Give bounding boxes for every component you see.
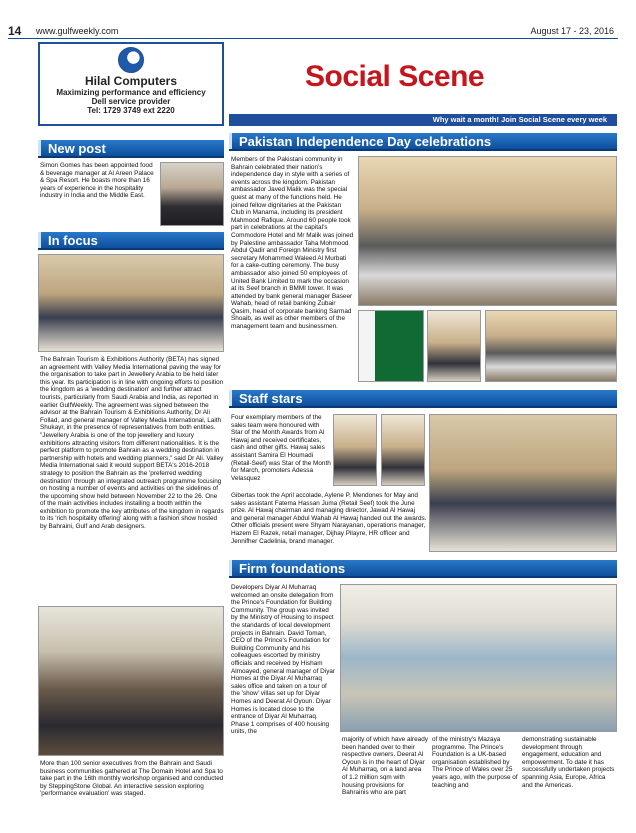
in-focus-photo <box>38 254 224 352</box>
ad-tagline-2: Dell service provider <box>91 97 171 106</box>
new-post-heading: New post <box>38 140 224 158</box>
staff-text-bottom: Gibertas took the April accolade, Aylene P. Mendones for May and sales assistant Fatema Hassan Juma (Retail Seef) took the June prize. Al Hawaj chairman and managing director, Jawad Al Hawaj and general manager Abdul Wahab Al Hawaj handed out the awards. Other officials present were Shyam Narayanan, operations manager, Hazem El Razek, retail manager, Dijhay Pilayre, HR officer and Jennifher Cadelinia, brand manager. <box>231 492 427 545</box>
workshop-caption: More than 100 senior executives from the Bahrain and Saudi business communities gathered at The Domain Hotel and Spa to take part in the 16th monthly workshop organised and conducted by SteppingStone Global. An interactive session exploring 'performance evaluation' was staged. <box>40 760 224 798</box>
staff-award-photo-2 <box>381 414 425 486</box>
in-focus-heading: In focus <box>38 232 224 250</box>
staff-group-photo <box>429 414 617 552</box>
staff-text-top: Four exemplary members of the sales team were honoured with Star of the Month Awards from Al Hawaj and received certificates, cash and other gifts. Hawaj sales assistant Samira El Houmadi (Retail-Seef) was Star of the Month for March, promoters Adessa Velasquez <box>231 414 331 482</box>
ad-brand: Hilal Computers <box>84 74 177 88</box>
workshop-photo <box>38 606 224 756</box>
website[interactable]: www.gulfweekly.com <box>36 26 119 36</box>
new-post-photo <box>160 162 224 226</box>
staff-heading: Staff stars <box>229 390 617 408</box>
pakistan-heading: Pakistan Independence Day celebrations <box>229 133 617 151</box>
header-rule <box>8 38 618 39</box>
firm-col-2: majority of which have already been handed over to their respective owners. Deerat Al Oyoun is in the heart of Diyar Al Muharraq, on a land area of 1.2 million sqm with housing provisions for Bahrainis who are part <box>342 736 428 797</box>
firm-masterplan-photo <box>340 584 617 732</box>
pakistan-cake-photo <box>427 310 481 382</box>
firm-col-3: of the ministry's Mazaya programme. The Prince's Foundation is a UK-based organisation established by The Prince of Wales over 25 years ago, with the purpose of teaching and <box>432 736 518 789</box>
in-focus-text: The Bahrain Tourism & Exhibitions Authority (BETA) has signed an agreement with Valley Media International paving the way for the organisation to take part in Jewellery Arabia to be held later this year. Its participation is in line with ongoing efforts to position the kingdom as a 'wedding destination' and further attract tourists, particularly from Saudi Arabia and India, as reported in earlier GulfWeekly. The agreement was signed between the advisor at the Bahrain Tourism & Exhibitions Authority, Dr Ali Follad, and general manager of Valley Media International, Laith Shukayr, in the presence of representatives from both entities. "Jewellery Arabia is one of the top jewellery and luxury exhibitions attracting visitors from different nationalities. It is the perfect platform to promote Bahrain as a wedding destination in partnership with hotels and wedding planners," said Dr Ali. Valley Media International said it would support BETA's 2016-2018 strategy to position the Bahrain as the 'preferred wedding destination' through an integrated outreach programme focusing on hosting a number of events and activities on the sidelines of the upcoming show held between November 22 to the 26. One of the main activities includes installing a booth within the exhibition to promote the key attributes of the kingdom in regards to its 'rich hospitality offering' along with a fashion show hosted by Bahraini, Gulf and Arab designers. <box>40 356 224 531</box>
pakistan-text: Members of the Pakistani community in Bahrain celebrated their nation's independence day in style with a series of events across the kingdom. Pakistan ambassador Javed Malik was the special guest at many of the functions held. He joined fellow dignitaries at the Pakistan Club in Manama, including its president Mahmood Rafique. Around 60 people took part in celebrations at the capital's Commodore Hotel and Mr Malik was joined by Palestine ambassador Taha Mohmood Abdul Qadir and Foreign Ministry first secretary Mohammed Waleed Al Murbati for a cake-cutting ceremony. The busy ambassador also joined 50 employees of United Bank Limited to mark the occasion at its Seef branch in BMMI tower. It was attended by bank general manager Baseer Wahab, head of retail banking Zubair Qasim, head of corporate banking Sarmad Shoaib, as well as other members of the management team and businessmen. <box>231 156 354 331</box>
hilal-ad[interactable] <box>38 42 224 126</box>
firm-heading: Firm foundations <box>229 560 617 578</box>
page-number: 14 <box>8 24 22 38</box>
firm-col-4: demonstrating sustainable development through engagement, education and empowerment. To date it has successfully undertaken projects spanning Asia, Europe, Africa and the Americas. <box>522 736 615 789</box>
masthead-strap: Why wait a month! Join Social Scene every week <box>229 114 617 126</box>
pakistan-bank-photo <box>485 310 617 382</box>
masthead-title: Social Scene <box>305 60 485 93</box>
pakistan-group-photo <box>358 156 617 306</box>
ad-tagline-1: Maximizing performance and efficiency <box>56 88 206 97</box>
new-post-text: Simon Gomes has been appointed food & beverage manager at Al Areen Palace & Spa Resort. He boasts more than 16 years of experience in the hospitality industry in India and the Middle East. <box>40 162 154 200</box>
pakistan-flag-photo <box>358 310 424 382</box>
staff-award-photo-1 <box>333 414 377 486</box>
hilal-logo-icon <box>118 47 144 73</box>
issue-date: August 17 - 23, 2016 <box>530 26 614 36</box>
ad-tel: Tel: 1729 3749 ext 2220 <box>87 106 175 115</box>
firm-col-1: Developers Diyar Al Muharraq welcomed an onsite delegation from the Prince's Foundation for Building Community. The group was invited by the Ministry of Housing to inspect the standards of local development projects in Bahrain. David Toman, CEO of the Prince's Foundation for Building Community and his colleagues escorted by ministry officials and received by Hisham Almoayed, general manager of Diyar Homes at the Diyar Al Muharraq sales office and taken on a tour of the 'show' villas set up for Diyar Homes and Deerat Al Oyoun. Diyar Homes is located close to the entrance of Diyar Al Muharraq. Phase 1 comprises of 400 housing units, the <box>231 584 336 736</box>
